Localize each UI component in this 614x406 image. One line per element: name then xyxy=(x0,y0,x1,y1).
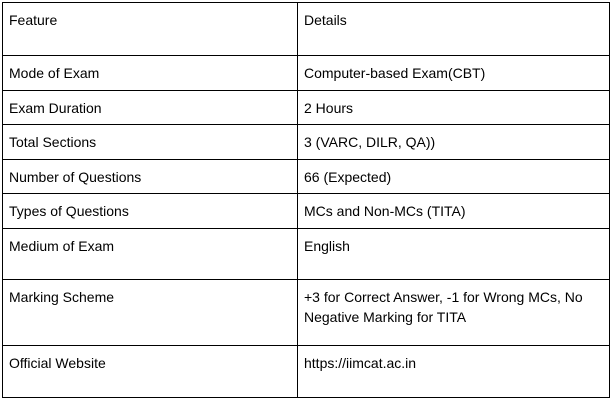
feature-cell: Total Sections xyxy=(3,125,298,160)
feature-cell: Marking Scheme xyxy=(3,280,298,346)
table-row xyxy=(3,194,610,229)
feature-cell: Exam Duration xyxy=(3,91,298,125)
table-row xyxy=(3,280,610,346)
feature-cell: Number of Questions xyxy=(3,160,298,194)
details-cell: Computer-based Exam(CBT) xyxy=(298,56,610,91)
feature-cell: Official Website xyxy=(3,346,298,398)
details-cell: 66 (Expected) xyxy=(298,160,610,194)
table-header-row xyxy=(3,3,610,56)
header-feature-cell: Feature xyxy=(3,3,298,56)
exam-features-table xyxy=(2,2,610,398)
details-cell: +3 for Correct Answer, -1 for Wrong MCs, No Negative Marking for TITA xyxy=(298,280,610,346)
table-row xyxy=(3,229,610,280)
table-row xyxy=(3,346,610,398)
details-cell: 3 (VARC, DILR, QA)) xyxy=(298,125,610,160)
feature-cell: Medium of Exam xyxy=(3,229,298,280)
table-row xyxy=(3,56,610,91)
table-row xyxy=(3,125,610,160)
details-cell: MCs and Non-MCs (TITA) xyxy=(298,194,610,229)
feature-cell: Types of Questions xyxy=(3,194,298,229)
details-cell: https://iimcat.ac.in xyxy=(298,346,610,398)
table-row xyxy=(3,91,610,125)
feature-cell: Mode of Exam xyxy=(3,56,298,91)
details-cell: English xyxy=(298,229,610,280)
header-details-cell: Details xyxy=(298,3,610,56)
details-cell: 2 Hours xyxy=(298,91,610,125)
table-row xyxy=(3,160,610,194)
